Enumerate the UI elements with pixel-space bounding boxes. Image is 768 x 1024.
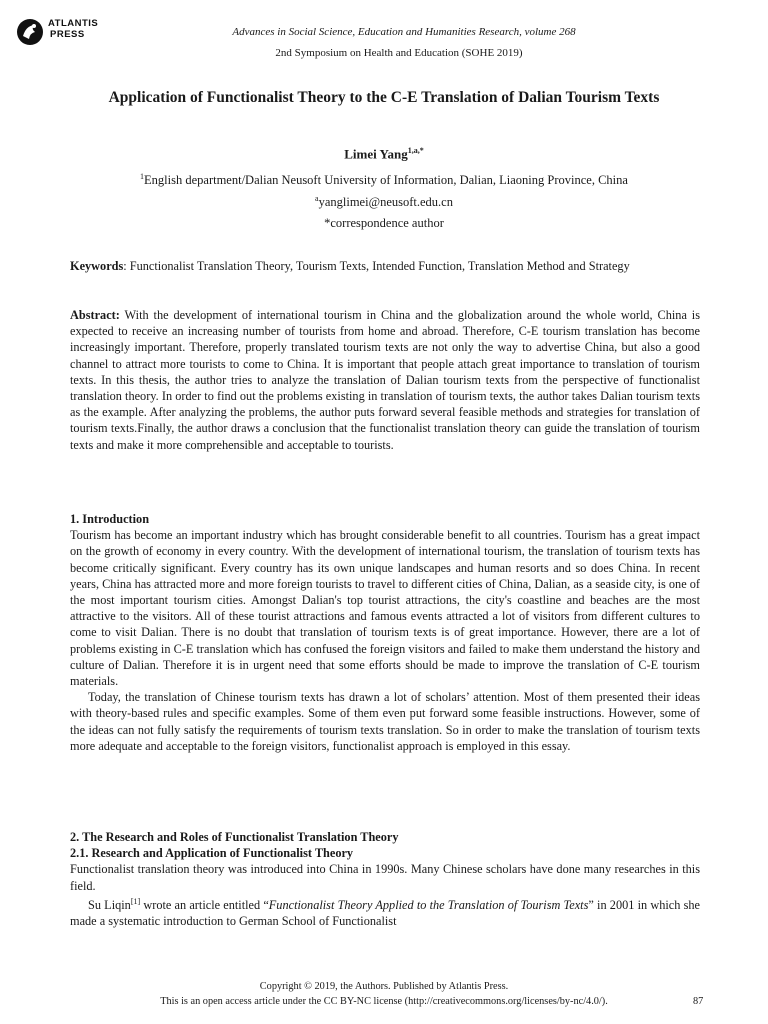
keywords-block xyxy=(70,258,700,274)
citation-ref[interactable]: [1] xyxy=(130,896,141,906)
abstract-text: With the development of international tourism in China and the globalization around the whole world, China is expected to receive an increasing number of tourists from home and abroad. Therefore, C-E tourism translation has become increasingly important. Therefore, properly translated tourism texts are not only the way to advertise China, but also a good channel to attract more tourists to come to China. It is important that people attach great importance to translation of tourism texts. In this thesis, the author tries to analyze the translation of Dalian tourism texts from the perspective of functionalist translation theory. In order to find out the problems existing in translation of tourism texts, the author takes Dalian tourism texts as the example. After analyzing the problems, the author puts forward several feasible methods and strategies for translation of tourism texts.Finally, the author draws a conclusion that the functionalist translation theory can guide the translation of tourism texts and make it more comprehensible and acceptable to tourists. xyxy=(70,308,700,452)
section1-heading: 1. Introduction xyxy=(70,512,150,526)
affiliation-text: English department/Dalian Neusoft University of Information, Dalian, Liaoning Province, China xyxy=(144,173,628,188)
footer-copyright: Copyright © 2019, the Authors. Published by Atlantis Press. xyxy=(259,981,509,992)
author-line xyxy=(0,146,768,162)
email-text[interactable]: yanglimei@neusoft.edu.cn xyxy=(318,195,453,210)
section-introduction xyxy=(70,511,700,754)
section1-paragraph-1: Tourism has become an important industry which has brought considerable benefit to all countries. Tourism has a great impact on the growth of economy in every country. With the development of international tourism, the translation of tourism texts has become critically significant. Every country has its own unique landscapes and human resorts and so does China. In recent years, China has attracted more and more foreign tourists to travel to different cities of China, Dalian, as a seaside city, is one of the most important tourism cities. Amongst Dalian's top tourist attractions, the city's coastline and beaches are the most attractive to the visitors. All of these tourist attractions and famous events attracted a lot of visitors from different cultures to come to visit Dalian. There is no doubt that translation of tourism texts is of great importance. However, there are a lot of problems existing in C-E translation which has confused the foreign visitors and failed to make them understand the history and culture of Dalian. Therefore it is in urgent need that some efforts should be made to improve the translation of C-E tourism materials. xyxy=(70,528,700,689)
section2-paragraph-2 xyxy=(70,894,700,930)
paper-title: Application of Functionalist Theory to the C-E Translation of Dalian Tourism Texts xyxy=(108,89,660,106)
section1-paragraph-2: Today, the translation of Chinese tourism texts has drawn a lot of scholars’ attention. Most of them presented their ideas with theory-based rules and specific examples. Some of them even put forward some feasible instructions. However, some of the ideas can not fully satisfy the requirements of tourism texts translation. So in order to make the translation of tourism texts more adequate and acceptable to the foreign visitors, functionalist approach is employed in this essay. xyxy=(70,690,700,753)
email-line xyxy=(0,194,768,210)
footer-license: This is an open access article under the CC BY-NC license (http://creativecommons.org/licenses/by-nc/4.0/). xyxy=(160,996,608,1007)
author-name: Limei Yang xyxy=(344,146,408,162)
affiliation-sup: 1 xyxy=(140,172,145,181)
abstract-label: Abstract: xyxy=(70,308,120,322)
section-functionalist-theory xyxy=(70,829,700,929)
journal-header: Advances in Social Science, Education and Humanities Research, volume 268 xyxy=(232,26,576,38)
logo-line2: PRESS xyxy=(50,29,85,40)
keywords-text: : Functionalist Translation Theory, Tourism Texts, Intended Function, Translation Method and Strategy xyxy=(123,259,630,273)
symposium-header: 2nd Symposium on Health and Education (SOHE 2019) xyxy=(275,47,523,59)
correspondence-note: *correspondence author xyxy=(324,216,444,230)
abstract-block xyxy=(70,307,700,453)
page-number: 87 xyxy=(693,996,704,1007)
p2-text-b: ” in 2001 in which she made a systematic introduction to German School of Functionalist xyxy=(70,897,700,929)
p2-text-a: wrote an article entitled “ xyxy=(140,897,269,912)
p2-article-title: Functionalist Theory Applied to the Translation of Tourism Texts xyxy=(268,897,589,912)
section2-paragraph-1: Functionalist translation theory was introduced into China in 1990s. Many Chinese scholars have done many researches in this field. xyxy=(70,862,700,893)
logo-line1: ATLANTIS xyxy=(48,18,99,29)
section2-1-heading: 2.1. Research and Application of Functionalist Theory xyxy=(70,846,354,861)
p2-author: Su Liqin xyxy=(88,897,131,912)
affiliation xyxy=(0,172,768,188)
email-sup: a xyxy=(315,194,319,203)
author-sup: 1,a,* xyxy=(407,146,424,155)
keywords-label: Keywords xyxy=(70,259,124,273)
section2-heading: 2. The Research and Roles of Functionalist Translation Theory xyxy=(70,830,399,844)
